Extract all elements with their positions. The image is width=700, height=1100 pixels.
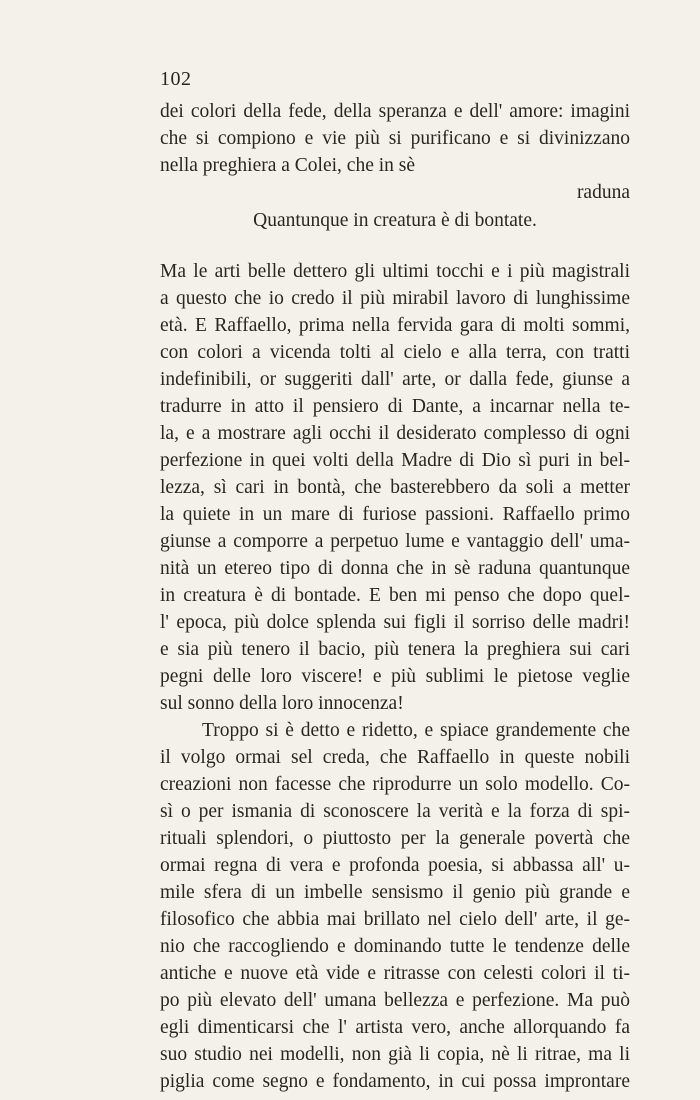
text-line: Troppo si è detto e ridetto, e spiace grandemente che [202, 720, 630, 741]
text-line: piglia come segno e fondamento, in cui possa improntare [160, 1071, 630, 1092]
text-line: il volgo ormai sel creda, che Raffaello in queste nobili [160, 747, 630, 768]
text-line: creazioni non facesse che riprodurre un solo modello. Co- [160, 774, 630, 795]
text-line: nella preghiera a Colei, che in sè [160, 155, 416, 176]
text-line: ormai regna di vera e profonda poesia, si abbassa all' u- [160, 855, 630, 876]
text-line: suo studio nei modelli, non già li copia, nè li ritrae, ma li [160, 1044, 630, 1065]
text-line: Ma le arti belle dettero gli ultimi tocchi e i più magistrali [160, 261, 630, 282]
text-line: filosofico che abbia mai brillato nel cielo dell' arte, il ge- [160, 909, 630, 930]
text-line: età. E Raffaello, prima nella fervida gara di molti sommi, [160, 315, 630, 336]
text-line: sì o per ismania di sconoscere la verità e la forza di spi- [160, 801, 630, 822]
text-line: la quiete in un mare di furiose passioni. Raffaello primo [160, 504, 630, 525]
text-line: giunse a comporre a perpetuo lume e vantaggio dell' uma- [160, 531, 630, 552]
text-line: indefinibili, or suggeriti dall' arte, or dalla fede, giunse a [160, 369, 630, 390]
text-line: a questo che io credo il più mirabil lavoro di lunghissime [160, 288, 630, 309]
paragraph-continued [160, 98, 630, 236]
page-number: 102 [160, 68, 192, 90]
text-line: la, e a mostrare agli occhi il desiderato complesso di ogni [160, 423, 630, 444]
verse-line-end: raduna [576, 182, 630, 203]
text-line: l' epoca, più dolce splenda sui figli il sorriso delle madri! [160, 612, 630, 633]
text-line: che si compiono e vie più si purificano e si divinizzano [160, 128, 630, 149]
text-line: pegni delle loro viscere! e più sublimi le pietose veglie [160, 666, 630, 687]
paragraph-raffaello [160, 258, 630, 1095]
text-line: nio che raccogliendo e dominando tutte le tendenze delle [160, 936, 630, 957]
text-line: nità un etereo tipo di donna che in sè raduna quantunque [160, 558, 630, 579]
text-line: dei colori della fede, della speranza e dell' amore: imagini [160, 101, 630, 122]
text-line: sul sonno della loro innocenza! [160, 693, 404, 714]
text-line: po più elevato dell' umana bellezza e perfezione. Ma può [160, 990, 630, 1011]
text-line: perfezione in quei volti della Madre di Dio sì puri in bel- [160, 450, 630, 471]
text-line: antiche e nuove età vide e ritrasse con celesti colori il ti- [160, 963, 630, 984]
text-line: mile sfera di un imbelle sensismo il genio più grande e [160, 882, 630, 903]
text-line: lezza, sì cari in bontà, che basterebbero da soli a metter [160, 477, 630, 498]
text-line: tradurre in atto il pensiero di Dante, a incarnar nella te- [160, 396, 630, 417]
text-line: con colori a vicenda tolti al cielo e alla terra, con tratti [160, 342, 630, 363]
verse-quotation: Quantunque in creatura è di bontate. [253, 210, 537, 231]
text-line: egli dimenticarsi che l' artista vero, anche allorquando fa [160, 1017, 630, 1038]
text-line: rituali splendori, o piuttosto per la generale povertà che [160, 828, 630, 849]
text-line: in creatura è di bontade. E ben mi penso che dopo quel- [160, 585, 630, 606]
text-line: e sia più tenero il bacio, più tenera la preghiera sui cari [160, 639, 630, 660]
